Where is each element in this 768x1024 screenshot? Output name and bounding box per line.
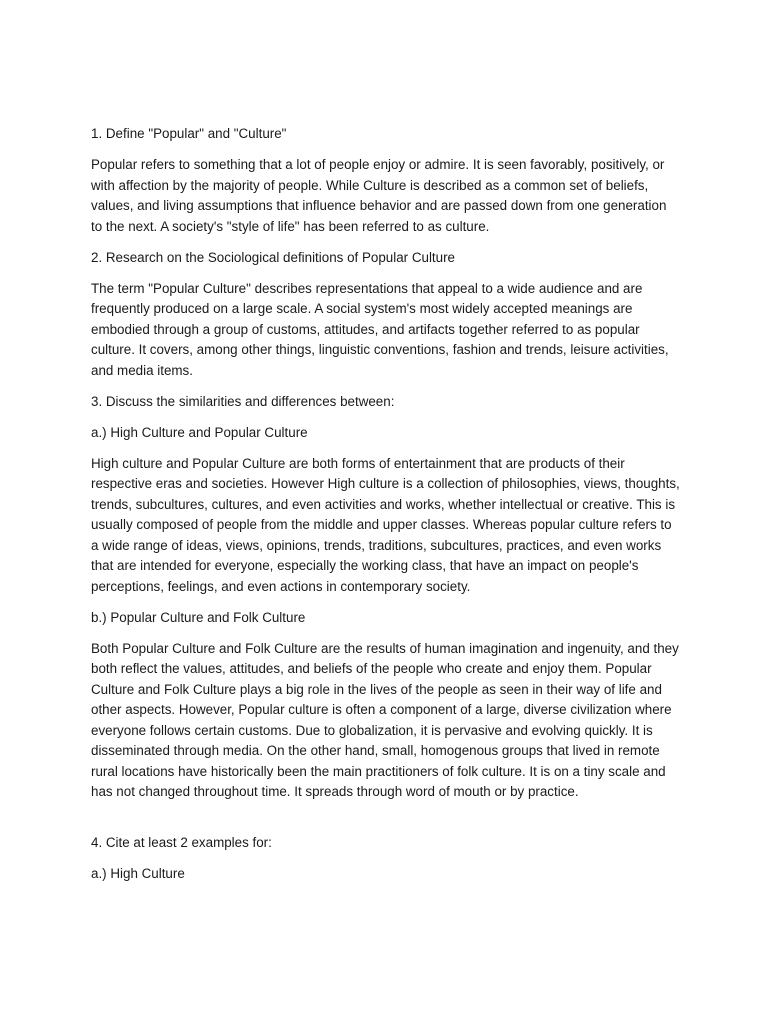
- question-3-heading: 3. Discuss the similarities and differences between:: [91, 393, 395, 409]
- question-3b-answer: Both Popular Culture and Folk Culture are the results of human imagination and ingenuity, and they both reflect the values, attitudes, and beliefs of the people who create and enjoy them. Popular Culture and Folk Culture plays a big role in the lives of the people as seen in their way of life and other aspects. However, Popular culture is often a component of a large, diverse civilization where everyone follows certain customs. Due to globalization, it is pervasive and evolving quickly. It is disseminated through media. On the other hand, small, homogenous groups that lived in remote rural locations have historically been the main practitioners of folk culture. It is on a tiny scale and has not changed throughout time. It spreads through word of mouth or by practice.: [91, 640, 679, 799]
- question-2-heading: 2. Research on the Sociological definitions of Popular Culture: [91, 249, 455, 265]
- question-3b-heading: b.) Popular Culture and Folk Culture: [91, 609, 306, 625]
- question-1-answer: Popular refers to something that a lot of people enjoy or admire. It is seen favorably, positively, or with affection by the majority of people. While Culture is described as a common set of beliefs, values, and living assumptions that influence behavior and are passed down from one generation to the next. A society's "style of life" has been referred to as culture.: [91, 157, 667, 234]
- question-4-heading: 4. Cite at least 2 examples for:: [91, 834, 272, 850]
- question-3a-answer: High culture and Popular Culture are both forms of entertainment that are products of their respective eras and societies. However High culture is a collection of philosophies, views, thoughts, trends, subcultures, cultures, and even activities and works, whether intellectual or creative. This is usually composed of people from the middle and upper classes. Whereas popular culture refers to a wide range of ideas, views, opinions, trends, traditions, subcultures, practices, and even works that are intended for everyone, especially the working class, that have an impact on people's perceptions, feelings, and even actions in contemporary society.: [91, 455, 680, 594]
- question-1-heading: 1. Define "Popular" and "Culture": [91, 126, 287, 141]
- question-3a-heading: a.) High Culture and Popular Culture: [91, 424, 308, 440]
- question-2-answer: The term "Popular Culture" describes representations that appeal to a wide audience and are frequently produced on a large scale. A social system's most widely accepted meanings are embodied through a group of customs, attitudes, and artifacts together referred to as popular culture. It covers, among other things, linguistic conventions, fashion and trends, leisure activities, and media items.: [91, 280, 669, 378]
- question-4a-heading: a.) High Culture: [91, 865, 185, 881]
- document-body: [91, 124, 681, 895]
